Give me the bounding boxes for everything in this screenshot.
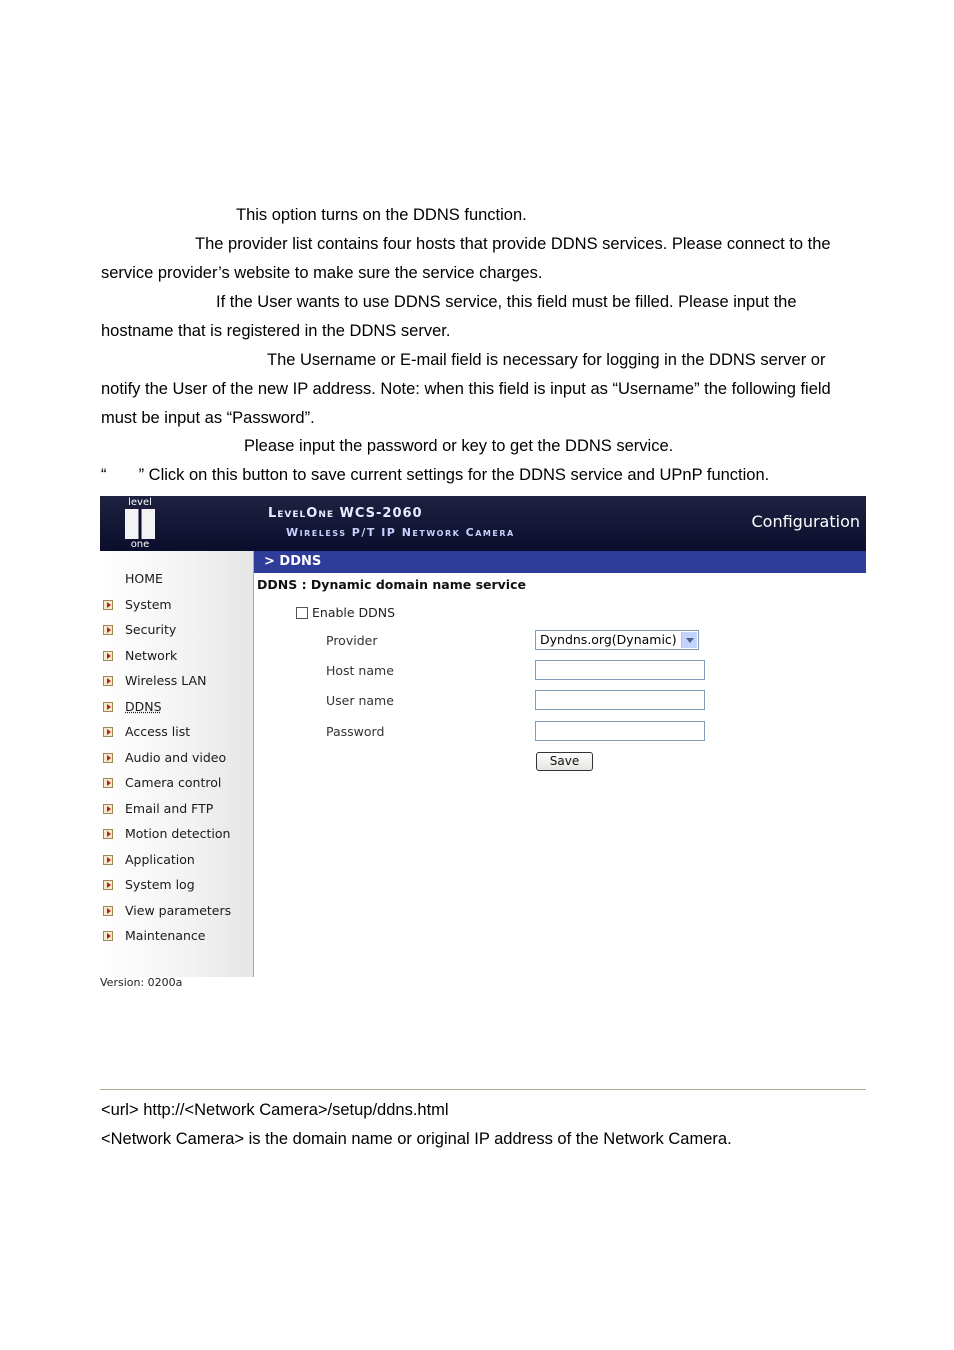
sidebar-item-label: Audio and video: [125, 750, 227, 765]
host-name-input[interactable]: [535, 660, 705, 680]
sidebar-item-label: Security: [125, 622, 177, 637]
sidebar-item-audio-video[interactable]: [100, 748, 250, 768]
provider-selected-value: Dyndns.org(Dynamic): [540, 632, 677, 647]
sidebar-item-label: DDNS: [125, 699, 162, 714]
url-line: <url> http://<Network Camera>/setup/ddns.html: [101, 1101, 449, 1119]
arrow-right-icon: [103, 651, 113, 661]
sidebar-item-label: Email and FTP: [125, 801, 214, 816]
sidebar-item-label: View parameters: [125, 903, 232, 918]
arrow-right-icon: [103, 778, 113, 788]
user-name-label: User name: [326, 693, 394, 708]
sidebar-item-label: Motion detection: [125, 826, 231, 841]
arrow-right-icon: [103, 753, 113, 763]
sidebar-item-label: Wireless LAN: [125, 673, 207, 688]
provider-select[interactable]: [535, 630, 699, 650]
sidebar-item-view-parameters[interactable]: [100, 901, 250, 921]
paragraph-username: The Username or E-mail field is necessary for logging in the DDNS server or notify the User of the new IP address. Note: when this field is input as “Username” the following field must be input as “Password”.: [101, 351, 831, 427]
paragraph-save: “ ” Click on this button to save current settings for the DDNS service and UPnP function.: [101, 466, 770, 484]
sidebar-item-ddns[interactable]: [100, 697, 250, 717]
arrow-right-icon: [103, 931, 113, 941]
sidebar-item-application[interactable]: [100, 850, 250, 870]
sidebar-item-system-log[interactable]: [100, 875, 250, 895]
sidebar-item-maintenance[interactable]: [100, 926, 250, 946]
brand-subtitle: Wireless P/T IP Network Camera: [286, 526, 515, 539]
section-header-text: > DDNS: [264, 554, 322, 569]
logo-mark-icon: [125, 509, 155, 539]
sidebar-item-label: Access list: [125, 724, 191, 739]
arrow-right-icon: [103, 906, 113, 916]
configuration-title: Configuration: [751, 512, 860, 531]
logo-top-text: level: [128, 497, 152, 508]
provider-label: Provider: [326, 633, 378, 648]
paragraph-enable: This option turns on the DDNS function.: [236, 206, 527, 224]
sidebar-item-security[interactable]: [100, 620, 250, 640]
arrow-right-icon: [103, 727, 113, 737]
sidebar-item-system[interactable]: [100, 595, 250, 615]
chevron-down-icon[interactable]: [681, 632, 697, 648]
host-name-label: Host name: [326, 663, 394, 678]
arrow-right-icon: [103, 702, 113, 712]
enable-ddns-checkbox[interactable]: [296, 607, 308, 619]
sidebar-item-wireless-lan[interactable]: [100, 671, 250, 691]
sidebar-item-camera-control[interactable]: [100, 773, 250, 793]
sidebar-nav: [100, 551, 254, 977]
brand-title: LevelOne WCS-2060: [268, 506, 423, 521]
camera-header: [100, 496, 866, 551]
paragraph-provider: The provider list contains four hosts that provide DDNS services. Please connect to the service provider’s website to make sure the service charges.: [101, 235, 831, 282]
password-input[interactable]: [535, 721, 705, 741]
sidebar-item-label: Camera control: [125, 775, 222, 790]
arrow-right-icon: [103, 829, 113, 839]
arrow-right-icon: [103, 804, 113, 814]
arrow-right-icon: [103, 625, 113, 635]
url-description: <Network Camera> is the domain name or original IP address of the Network Camera.: [101, 1130, 732, 1148]
sidebar-item-access-list[interactable]: [100, 722, 250, 742]
sidebar-item-label: HOME: [125, 571, 163, 586]
arrow-right-icon: [103, 600, 113, 610]
sidebar-item-label: Application: [125, 852, 195, 867]
sidebar-item-home[interactable]: [100, 569, 250, 589]
logo-bottom-text: one: [130, 539, 150, 550]
sidebar-item-label: System log: [125, 877, 195, 892]
paragraph-hostname: If the User wants to use DDNS service, this field must be filled. Please input the hostname that is registered in the DDNS server.: [101, 293, 797, 340]
sidebar-item-email-ftp[interactable]: [100, 799, 250, 819]
camera-config-screenshot: [100, 496, 866, 992]
save-button[interactable]: Save: [536, 752, 593, 771]
section-header-bar: [254, 551, 866, 573]
arrow-right-icon: [103, 855, 113, 865]
arrow-right-icon: [103, 880, 113, 890]
password-label: Password: [326, 724, 385, 739]
version-label: Version: 0200a: [100, 976, 183, 989]
sidebar-item-motion-detection[interactable]: [100, 824, 250, 844]
sidebar-item-label: Network: [125, 648, 178, 663]
arrow-right-icon: [103, 676, 113, 686]
user-name-input[interactable]: [535, 690, 705, 710]
sidebar-item-label: Maintenance: [125, 928, 206, 943]
sidebar-item-label: System: [125, 597, 172, 612]
enable-ddns-label: Enable DDNS: [312, 605, 396, 620]
levelone-logo: [122, 498, 158, 548]
divider: [100, 1089, 866, 1090]
sidebar-item-network[interactable]: [100, 646, 250, 666]
section-title: DDNS : Dynamic domain name service: [257, 577, 526, 592]
paragraph-password: Please input the password or key to get the DDNS service.: [244, 437, 674, 455]
